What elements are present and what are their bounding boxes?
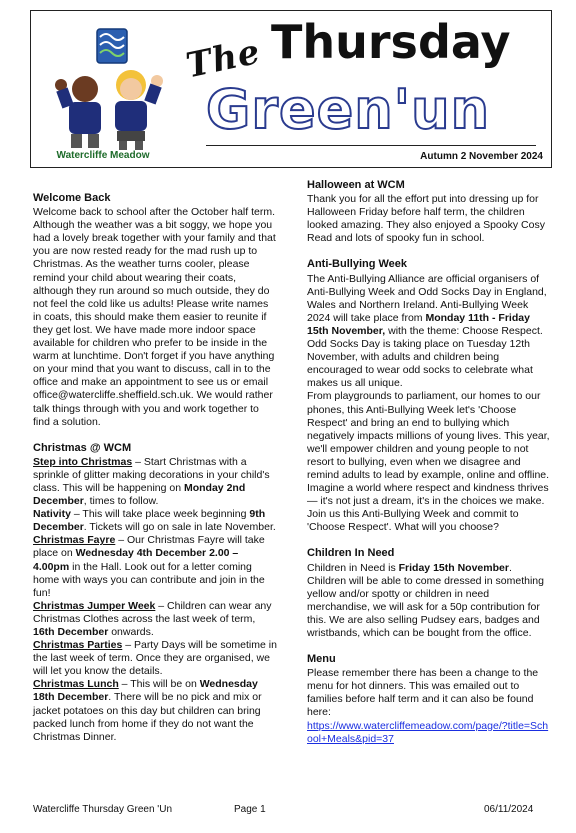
step-text: – Start Christmas with a sprinkle of glitter making decorations in your child's class. This will be happening on [33, 455, 270, 494]
antibullying-text-end: with the theme: Choose Respect. Odd Socks Day is taking place on Tuesday 12th November, with adults and children being encouraged to wear odd socks to celebrate what makes us all unique. [307, 324, 543, 390]
welcome-body: Welcome back to school after the October half term. Although the weather was a bit soggy, we hope you had a lovely break together with your family and that you are now rested ready for the mad rush up to Christmas. As the weather turns cooler, please remind your child about wearing their coats, although they run around so much outside, they do not feel the cold like us adults! Please write names in coats, this should make them easier to reunite if they get lost. We have made more indoor space available for children who prefer to be inside in the warm at lunchtime. Don't forget if you have anything on your mind that you want to discuss, call in to the office and make an appointment to see us or email office@watercliffe.sheffield.sch.uk. We would rather talk things through with you and work together to find a solution. [33, 206, 276, 428]
fayre-text-end: in the Hall. Look out for a letter coming home with ways you can contribute and join in the fun! [33, 560, 265, 599]
halloween-body: Thank you for all the effort put into dressing up for Halloween Friday before half term, the children looked amazing. They also enjoyed a Spooky Cosy Read and lots of spooky fun in school. [307, 193, 545, 245]
cin-text: Children in Need is [307, 561, 399, 574]
footer-date: 06/11/2024 [484, 804, 534, 815]
issue-date: Autumn 2 November 2024 [420, 151, 543, 162]
title-the: The [182, 31, 264, 87]
christmas-step [33, 456, 277, 508]
jumper-text: – Children can wear any Christmas Clothes across the last week of term, [33, 599, 272, 625]
welcome-heading: Welcome Back [33, 192, 111, 204]
halloween-heading: Halloween at WCM [307, 179, 405, 191]
parties-title: Christmas Parties [33, 639, 123, 652]
cin-text-end: . Children will be able to come dressed in something yellow and/or spotty or children in need merchandise, we will ask for a 50p contribution for this. We are also selling Pudsey ears, badges and wristbands, which can be bought from the office. [307, 561, 544, 639]
antibullying-section [307, 258, 552, 534]
menu-link[interactable]: https://www.watercliffemeadow.com/page/?title=School+Meals&pid=37 [307, 719, 549, 745]
nativity-title: Nativity [33, 508, 71, 521]
children-in-need-section [307, 547, 552, 640]
lunch-title: Christmas Lunch [33, 678, 119, 691]
parties-text: – Party Days will be sometime in the last week of term. Once they are organised, we will let you know the details. [33, 639, 277, 678]
children-in-need-heading: Children In Need [307, 547, 395, 560]
fayre-title: Christmas Fayre [33, 534, 116, 547]
school-name: Watercliffe Meadow [56, 150, 150, 161]
title-main: Thursday [271, 15, 511, 69]
jumper-date: 16th December [33, 626, 109, 638]
jumper-title: Christmas Jumper Week [33, 599, 156, 612]
halloween-section [307, 179, 552, 245]
menu-body: Please remember there has been a change to the menu for hot dinners. This was emailed out to families before half term and it can also be found here: [307, 667, 539, 719]
left-column [33, 192, 277, 757]
antibullying-p2: From playgrounds to parliament, our homes to our phones, this Anti-Bullying Week let's 'Choose Respect' and bring an end to bullying which negatively impacts millions of young lives. This year, we'll empower children and young people to not resort to bullying, even when we disagree and remind adults to lead by example, online and offline. [307, 390, 550, 481]
lunch-date: Wednesday 18th December [33, 678, 258, 704]
christmas-lunch [33, 678, 277, 743]
divider [206, 145, 536, 146]
fayre-date: Wednesday 4th December 2.00 – 4.00pm [33, 547, 239, 573]
antibullying-p3: Imagine a world where respect and kindness thrives — it's not just a dream, it's in the choices we make. Join us this Anti-Bullying Week and commit to 'Choose Respect'. What will you choose? [307, 482, 549, 534]
step-title: Step into Christmas [33, 455, 133, 468]
nativity-text-end: . Tickets will go on sale in late November. [83, 521, 276, 534]
antibullying-heading: Anti-Bullying Week [307, 258, 408, 271]
nativity-text: – This will take place week beginning [70, 508, 250, 521]
jumper-text-end: onwards. [108, 626, 154, 638]
antibullying-text: The Anti-Bullying Alliance are official organisers of Anti-Bullying Week and Odd Socks Day in England, Wales and Northern Ireland. Anti-Bullying Week 2024 will take place from [307, 272, 547, 324]
step-text-end: , times to follow. [83, 495, 159, 508]
christmas-heading: Christmas @ WCM [33, 441, 132, 454]
welcome-section [33, 192, 277, 429]
antibullying-dates: Monday 11th - Friday 15th November, [307, 311, 530, 337]
christmas-jumper [33, 600, 277, 639]
christmas-section [33, 442, 277, 744]
nativity-date: 9th December [33, 508, 266, 534]
masthead [30, 10, 552, 168]
lunch-text-end: . There will be no pick and mix or jacket potatoes on this day but children can bring packed lunch from home if they do not want the Christmas Dinner. [33, 691, 262, 743]
title-sub: Green'un [206, 78, 491, 141]
fayre-text: – Our Christmas Fayre will take place on [33, 534, 265, 560]
menu-section [307, 653, 552, 746]
school-logo [39, 15, 177, 165]
footer-left: Watercliffe Thursday Green 'Un [33, 804, 173, 815]
cin-date: Friday 15th November [398, 561, 509, 574]
right-column [307, 179, 552, 759]
mascot-children-icon [39, 15, 177, 155]
antibullying-p1 [307, 273, 552, 391]
lunch-text: – This will be on [118, 678, 200, 691]
christmas-parties [33, 639, 277, 678]
footer-page: Page 1 [234, 804, 266, 815]
christmas-nativity [33, 508, 277, 534]
step-date: Monday 2nd December [33, 481, 246, 508]
menu-heading: Menu [307, 653, 336, 666]
children-in-need-body [307, 562, 552, 641]
christmas-fayre [33, 534, 277, 599]
